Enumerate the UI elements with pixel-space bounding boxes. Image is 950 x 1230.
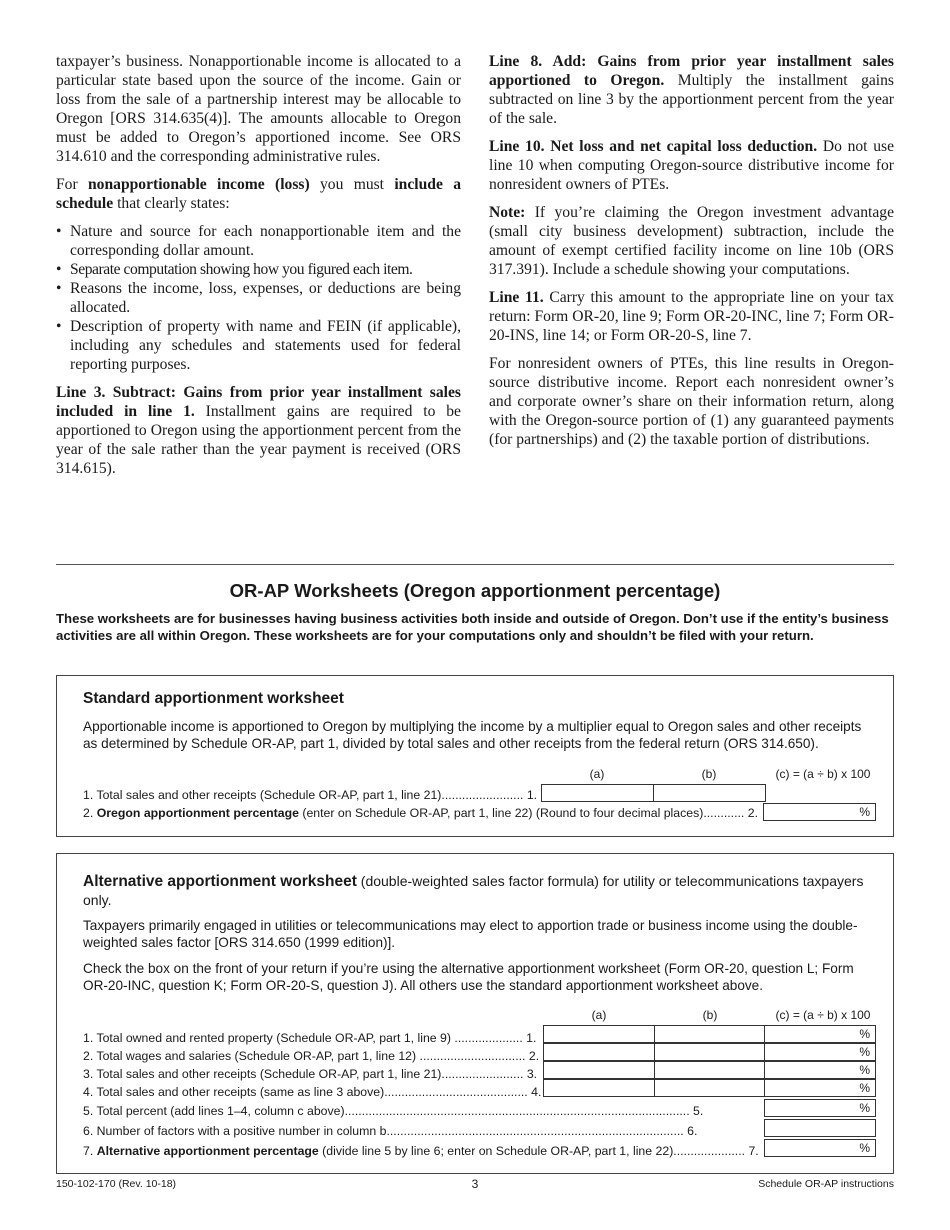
line-8-heading: Line 8. Add: Gains from prior year installment sales apportioned to Oregon. (489, 53, 894, 89)
note-text: If you’re claiming the Oregon investment advantage (small city business development) subtraction, include the amount of exempt certified facility income on line 10b (ORS 317.391). Include a schedule showing your computations. (489, 204, 894, 278)
column-a-header: (a) (589, 767, 605, 781)
percent-sign: % (859, 1101, 870, 1115)
text: For (56, 176, 88, 193)
line-8-text: Multiply the installment gains subtracted on line 3 by the apportionment percent from the year of the sale. (489, 72, 894, 127)
list-item: • Description of property with name and FEIN (if applicable), including any schedules and statements used for federal reporting purposes. (56, 317, 461, 374)
alternative-line-3-col-c-input[interactable] (764, 1061, 876, 1079)
alternative-line-1-col-a-input[interactable] (543, 1025, 655, 1043)
alternative-line-1-label: 1. Total owned and rented property (Schedule OR-AP, part 1, line 9) .................... 1. (83, 1031, 537, 1045)
alternative-line-2-label: 2. Total wages and salaries (Schedule OR-AP, part 1, line 12) ............................... 2. (83, 1049, 540, 1063)
column-b-header: (b) (702, 1008, 718, 1022)
percent-sign: % (859, 1141, 870, 1155)
standard-line-2-col-c-input[interactable] (763, 803, 876, 821)
alternative-line-4-col-b-input[interactable] (654, 1079, 765, 1097)
text: 7. (83, 1144, 97, 1158)
bold-text: Oregon apportionment percentage (96, 806, 299, 820)
alternative-line-3-col-b-input[interactable] (654, 1061, 765, 1079)
alternative-line-4-label: 4. Total sales and other receipts (same as line 3 above).......................................... 4. (83, 1085, 542, 1099)
standard-worksheet-title: Standard apportionment worksheet (83, 690, 344, 707)
alternative-line-7-label (83, 1144, 759, 1158)
worksheets-title: OR-AP Worksheets (Oregon apportionment percentage) (229, 580, 721, 601)
standard-line-1-col-b-input[interactable] (653, 784, 766, 802)
alternative-worksheet-header (83, 872, 873, 909)
alternative-line-4-col-a-input[interactable] (543, 1079, 655, 1097)
line-11-text: Carry this amount to the appropriate line on your tax return: Form OR-20, line 9; Form OR-20-INC, line 7; Form OR-20-INS, line 14; or Form OR-20-S, line 7. (489, 289, 894, 344)
standard-worksheet (56, 675, 894, 837)
column-a-header: (a) (591, 1008, 607, 1022)
column-c-header: (c) = (a ÷ b) x 100 (775, 767, 871, 781)
bold-text: nonapportionable income (loss) (88, 176, 310, 193)
paragraph-line-8 (489, 52, 894, 128)
line-10-heading: Line 10. Net loss and net capital loss deduction. (489, 138, 818, 155)
alternative-line-6-label: 6. Number of factors with a positive number in column b....................................................................................... 6. (83, 1124, 698, 1138)
left-column (56, 52, 461, 487)
bold-text: include a schedule (56, 176, 461, 212)
column-c-header: (c) = (a ÷ b) x 100 (775, 1008, 871, 1022)
alternative-worksheet (56, 853, 894, 1174)
list-item: • Reasons the income, loss, expenses, or deductions are being allocated. (56, 279, 461, 317)
paragraph-line-10 (489, 137, 894, 194)
alternative-worksheet-paragraph-2: Check the box on the front of your return if you’re using the alternative apportionment worksheet (Form OR-20, question L; Form OR-20-INC, question K; Form OR-20-S, question J). All others use the standard apportionment worksheet above. (83, 961, 854, 993)
paragraph-schedule-requirement (56, 175, 461, 213)
worksheets-intro: These worksheets are for businesses having business activities both inside and outside of Oregon. Don’t use if the entity’s business activities are all within Oregon. These worksheets are for your computations only and shouldn’t be filed with your return. (56, 611, 889, 643)
alternative-line-1-col-b-input[interactable] (654, 1025, 765, 1043)
alternative-line-7-col-c-input[interactable] (764, 1139, 876, 1157)
alternative-line-2-col-c-input[interactable] (764, 1043, 876, 1061)
line-10-text: Do not use line 10 when computing Oregon-source distributive income for nonresident owners of PTEs. (489, 138, 894, 193)
text: (enter on Schedule OR-AP, part 1, line 22) (Round to four decimal places)............ 2. (298, 806, 759, 820)
percent-sign: % (859, 1063, 870, 1077)
percent-sign: % (859, 1081, 870, 1095)
standard-line-2-label (83, 806, 758, 820)
note-heading: Note: (489, 204, 526, 221)
alternative-line-1-col-c-input[interactable] (764, 1025, 876, 1043)
right-column (489, 52, 894, 458)
schedule-bullet-list (56, 222, 461, 374)
text: 2. (83, 806, 97, 820)
footer-page-number: 3 (471, 1177, 479, 1191)
footer-document-title: Schedule OR-AP instructions (758, 1178, 894, 1190)
alternative-line-5-label: 5. Total percent (add lines 1–4, column c above)..................................................................................................... 5. (83, 1104, 704, 1118)
alternative-line-5-col-c-input[interactable] (764, 1099, 876, 1117)
paragraph-ptes: For nonresident owners of PTEs, this line results in Oregon-source distributive income. Report each nonresident owner’s and corporate owner’s share on their information return, along with the Oregon-source portion of (1) any guaranteed payments (for partnerships) and (2) the taxable portion of distributions. (489, 355, 894, 448)
line-11-heading: Line 11. (489, 289, 544, 306)
bold-text: Alternative apportionment percentage (96, 1144, 319, 1158)
percent-sign: % (859, 805, 870, 819)
text: (double-weighted sales factor formula) for utility or telecommunications taxpayers only. (83, 873, 864, 908)
alternative-worksheet-title: Alternative apportionment worksheet (83, 873, 357, 890)
percent-sign: % (859, 1027, 870, 1041)
text: (divide line 5 by line 6; enter on Schedule OR-AP, part 1, line 22)..................... 7. (318, 1144, 759, 1158)
standard-worksheet-description: Apportionable income is apportioned to Oregon by multiplying the income by a multiplier equal to Oregon sales and other receipts as determined by Schedule OR-AP, part 1, divided by total sales and other receipts from the federal return (ORS 314.650). (83, 719, 862, 751)
alternative-worksheet-paragraph-1: Taxpayers primarily engaged in utilities or telecommunications may elect to apportion trade or business income using the double-weighted sales factor [ORS 314.650 (1999 edition)]. (83, 918, 858, 950)
alternative-line-2-col-a-input[interactable] (543, 1043, 655, 1061)
paragraph-line-3 (56, 383, 461, 478)
section-divider (56, 564, 894, 565)
alternative-line-2-col-b-input[interactable] (654, 1043, 765, 1061)
paragraph-nonapportionable-income: taxpayer’s business. Nonapportionable income is allocated to a particular state based upon the source of the income. Gain or loss from the sale of a partnership interest may be allocable to Oregon [ORS 314.635(4)]. The amounts allocable to Oregon must be added to Oregon’s apportioned income. See ORS 314.610 and the corresponding administrative rules. (56, 53, 461, 165)
alternative-line-4-col-c-input[interactable] (764, 1079, 876, 1097)
text: you must (309, 176, 395, 193)
standard-line-1-col-a-input[interactable] (541, 784, 654, 802)
paragraph-note (489, 203, 894, 279)
percent-sign: % (859, 1045, 870, 1059)
alternative-line-6-col-c-input[interactable] (764, 1119, 876, 1137)
column-b-header: (b) (701, 767, 717, 781)
paragraph-line-11 (489, 288, 894, 345)
line-3-heading: Line 3. Subtract: Gains from prior year installment sales included in line 1. (56, 384, 461, 420)
footer-form-number: 150-102-170 (Rev. 10-18) (56, 1178, 177, 1190)
alternative-line-3-label: 3. Total sales and other receipts (Schedule OR-AP, part 1, line 21)........................ 3. (83, 1067, 538, 1081)
list-item: • Nature and source for each nonapportionable item and the corresponding dollar amount. (56, 222, 461, 260)
text: that clearly states: (113, 195, 230, 212)
line-3-text: Installment gains are required to be apportioned to Oregon using the apportionment percent from the year of the sale rather than the year payment is received (ORS 314.615). (56, 403, 461, 477)
list-item: • Separate computation showing how you figured each item. (56, 260, 461, 279)
alternative-line-3-col-a-input[interactable] (543, 1061, 655, 1079)
standard-line-1-label: 1. Total sales and other receipts (Schedule OR-AP, part 1, line 21)........................ 1. (83, 788, 538, 802)
